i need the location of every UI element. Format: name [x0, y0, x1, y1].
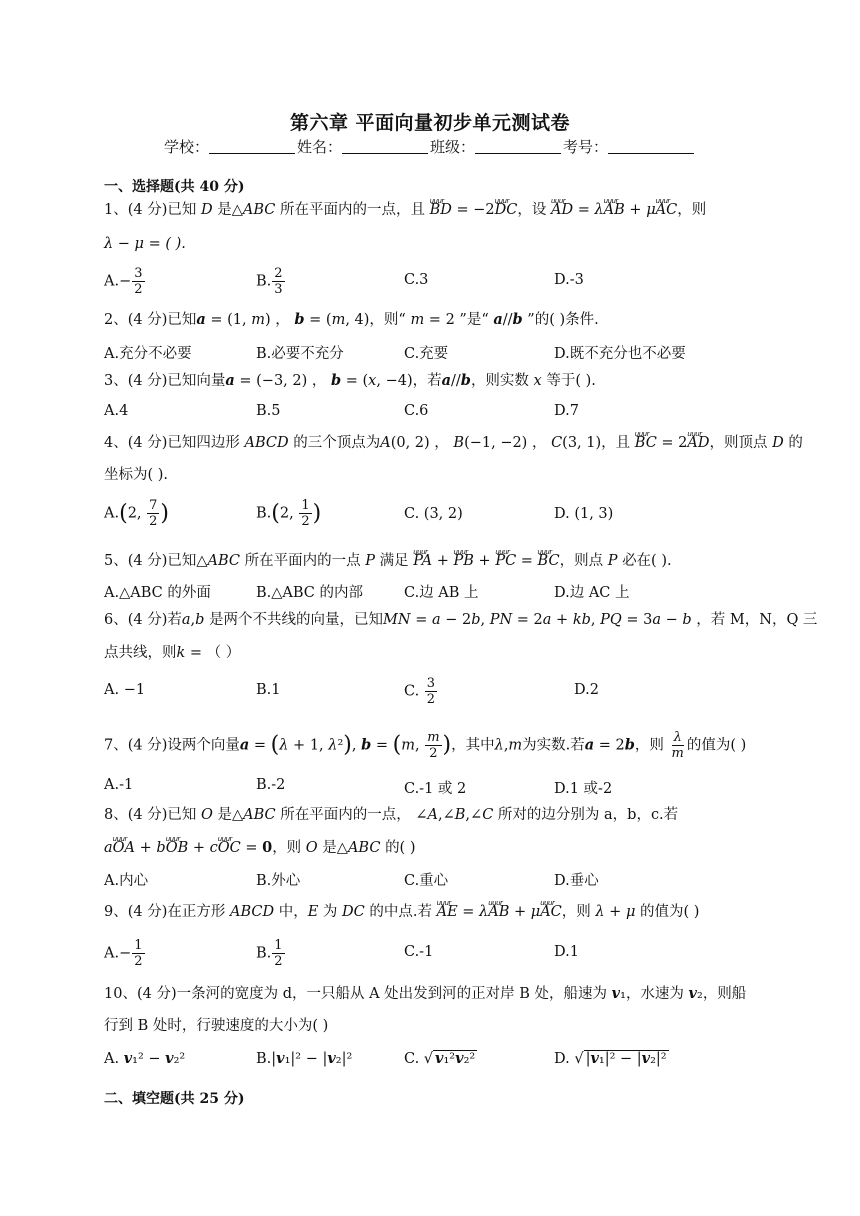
q3-text: ，若 — [412, 373, 442, 389]
question-8: 8、(4 分)已知 O 是△ABC 所在平面内的一点， ∠A,∠B,∠C 所对的边分别为 a，b，c.若 — [104, 807, 679, 823]
q10-option-c[interactable]: C. √ v₁²v₂² — [404, 1050, 476, 1067]
q1-option-b[interactable]: B. $\frac{2}{3}$ — [256, 266, 283, 297]
q5-option-c[interactable]: C.边 AB 上 — [404, 585, 479, 601]
q8-option-c[interactable]: C.重心 — [404, 873, 449, 889]
exam-no-blank[interactable] — [608, 139, 694, 154]
section-fill: 二、填空题(共 25 分) — [104, 1091, 245, 1107]
name-label: 姓名： — [296, 138, 342, 156]
class-blank[interactable] — [475, 139, 561, 154]
q9-text: 的值为( ) — [640, 904, 700, 920]
q9-option-c[interactable]: C.-1 — [404, 944, 434, 960]
q8-text: 是△ — [217, 807, 244, 823]
q6-line2: 点共线，则 — [104, 645, 177, 661]
q5-option-d[interactable]: D.边 AC 上 — [554, 585, 630, 601]
q6-text: ，若 M，N，Q 三 — [696, 612, 818, 628]
q4-option-a[interactable]: A.(2, $\frac{7}{2}$ ) — [104, 498, 170, 529]
q7-text: ，则 — [634, 737, 664, 754]
q7-option-c[interactable]: C.-1 或 2 — [404, 781, 467, 797]
question-1: 1、(4 分)已知 D 是△ABC 所在平面内的一点，且 uuur BD = −2uuur DC，设 uuur AD = λuuur AB + μuuur AC，则 — [104, 200, 764, 220]
q5-text: ，则点 — [559, 553, 604, 569]
q7-text: 为实数.若 — [522, 737, 585, 754]
question-9: 9、(4 分)在正方形 ABCD 中，E 为 DC 的中点.若 uuur AE = λuuur AB + μuuur AC，则 λ + μ 的值为( ) — [104, 902, 764, 922]
q5-text: 必在( ). — [622, 553, 672, 569]
q4-text: 的 — [788, 435, 803, 451]
q3-option-c[interactable]: C.6 — [404, 403, 429, 419]
school-blank[interactable] — [209, 139, 295, 154]
q4-option-d[interactable]: D. (1, 3) — [554, 506, 614, 522]
q10-option-d[interactable]: D. √ |v₁|² − |v₂|² — [554, 1050, 667, 1067]
class-label: 班级： — [430, 138, 476, 156]
q6-text: 是两个不共线的向量，已知 — [209, 612, 384, 628]
q3-option-d[interactable]: D.7 — [554, 403, 579, 419]
q8-line2b: ，则 — [272, 840, 302, 856]
q4-options — [104, 498, 764, 529]
question-10: 10、(4 分)一条河的宽度为 d，一只船从 A 处出发到河的正对岸 B 处，船速为 v₁，水速为 v₂，则船 — [104, 985, 747, 1002]
q6-option-b[interactable]: B.1 — [256, 682, 281, 698]
q3-text: 等于( ). — [546, 373, 596, 389]
q10-option-b[interactable]: B.|v₁|² − |v₂|² — [256, 1050, 353, 1067]
q10-text: ，水速为 — [625, 986, 684, 1002]
exam-no-label: 考号： — [563, 138, 609, 156]
q1-prefix: 1、(4 分)已知 — [104, 202, 197, 218]
q8-options — [104, 869, 764, 893]
q7-option-d[interactable]: D.1 或-2 — [554, 781, 613, 797]
q2-text: ”的( )条件. — [527, 312, 599, 328]
q1-text: 所在平面内的一点，且 — [280, 202, 425, 218]
q2-option-a[interactable]: A.充分不必要 — [104, 346, 192, 362]
q10-options — [104, 1050, 764, 1074]
q3-option-a[interactable]: A.4 — [104, 403, 129, 419]
q9-option-b[interactable]: B. $\frac{1}{2}$ — [256, 938, 283, 969]
q1-text: ，设 — [517, 202, 547, 218]
q5-option-a[interactable]: A.△ABC 的外面 — [104, 585, 211, 601]
q7-prefix: 7、(4 分)设两个向量 — [104, 737, 240, 754]
q9-text: 的中点.若 — [369, 904, 432, 920]
q2-option-b[interactable]: B.必要不充分 — [256, 346, 344, 362]
q7-option-a[interactable]: A.-1 — [104, 777, 134, 793]
page-title: 第六章 平面向量初步单元测试卷 — [289, 112, 571, 134]
q5-text: 所在平面内的一点 — [244, 553, 361, 569]
q2-options — [104, 342, 764, 366]
q1-option-a[interactable]: A.− $\frac{3}{2}$ — [104, 266, 143, 297]
q10-prefix: 10、(4 分)一条河的宽度为 d，一只船从 A 处出发到河的正对岸 B 处，船速为 — [104, 986, 608, 1002]
q7-text: ，其中 — [451, 737, 495, 754]
q3-text: ，则实数 — [470, 373, 529, 389]
question-4-line2: 坐标为( ). — [104, 467, 169, 483]
q5-prefix: 5、(4 分)已知△ — [104, 553, 208, 569]
q9-text: ，则 — [561, 904, 591, 920]
q3-prefix: 3、(4 分)已知向量 — [104, 373, 226, 389]
student-info-line — [0, 136, 860, 157]
q8-option-b[interactable]: B.外心 — [256, 873, 301, 889]
q6-option-a[interactable]: A. −1 — [104, 682, 146, 698]
school-label: 学校： — [163, 138, 209, 156]
q4-text: ，则顶点 — [709, 435, 768, 451]
q9-options — [104, 938, 764, 969]
question-7: 7、(4 分)设两个向量a = (λ + 1, λ²), b = (m, $\frac{m}{2}$ )，其中λ,m为实数.若a = 2b，则 $\frac{\lambda}{m}$ 的值为( ) — [104, 730, 747, 761]
question-6: 6、(4 分)若a,b 是两个不共线的向量，已知MN = a − 2b, PN = 2a + kb, PQ = 3a − b ，若 M，N，Q 三 — [104, 612, 818, 628]
q2-option-d[interactable]: D.既不充分也不必要 — [554, 346, 686, 362]
question-1-line2 — [104, 234, 764, 254]
q2-text: ”是“ — [459, 312, 489, 328]
q4-text: ，且 — [601, 435, 631, 451]
q8-option-a[interactable]: A.内心 — [104, 873, 149, 889]
q2-text: ，则“ — [369, 312, 406, 328]
q5-option-b[interactable]: B.△ABC 的内部 — [256, 585, 364, 601]
q7-text: 的值为( ) — [686, 737, 747, 754]
q2-prefix: 2、(4 分)已知 — [104, 312, 197, 328]
q9-text: 中， — [278, 904, 308, 920]
name-blank[interactable] — [342, 139, 428, 154]
question-5: 5、(4 分)已知△ABC 所在平面内的一点 P 满足 uuur PA + uuur PB + uuur PC = uuur BC，则点 P 必在( ). — [104, 551, 764, 571]
question-4: 4、(4 分)已知四边形 ABCD 的三个顶点为A(0, 2) ， B(−1, −2) ， C(3, 1)，且 uuur BC = 2uuur AD，则顶点 D 的 — [104, 433, 764, 453]
q6-option-c[interactable]: C. $\frac{3}{2}$ — [404, 676, 436, 707]
q2-option-c[interactable]: C.充要 — [404, 346, 449, 362]
q5-text: 满足 — [379, 553, 409, 569]
question-3: 3、(4 分)已知向量a = (−3, 2) ， b = (x, −4)，若a//b，则实数 x 等于( ). — [104, 372, 596, 389]
question-6-line2: 点共线，则k = （ ） — [104, 645, 241, 661]
q9-option-a[interactable]: A.− $\frac{1}{2}$ — [104, 938, 143, 969]
q1-options — [104, 266, 764, 297]
q4-prefix: 4、(4 分)已知四边形 — [104, 435, 240, 451]
question-10-line2: 行到 B 处时，行驶速度的大小为( ) — [104, 1018, 329, 1034]
q3-option-b[interactable]: B.5 — [256, 403, 281, 419]
q9-text: 为 — [322, 904, 338, 920]
q8-prefix: 8、(4 分)已知 — [104, 807, 197, 823]
q1-option-c[interactable]: C.3 — [404, 272, 429, 288]
question-8-line2: auuur OA + buuur OB + cuuur OC = 0，则 O 是△ABC 的( ) — [104, 838, 764, 858]
q4-option-c[interactable]: C. (3, 2) — [404, 506, 463, 522]
q1-option-d[interactable]: D.-3 — [554, 272, 584, 288]
q7-option-b[interactable]: B.-2 — [256, 777, 286, 793]
q4-option-b[interactable]: B.(2, $\frac{1}{2}$ ) — [256, 498, 322, 529]
q6-prefix: 6、(4 分)若 — [104, 612, 182, 628]
q9-option-d[interactable]: D.1 — [554, 944, 579, 960]
q1-line2: λ − μ = ( ). — [104, 236, 186, 252]
q9-prefix: 9、(4 分)在正方形 — [104, 904, 226, 920]
section-choice: 一、选择题(共 40 分) — [104, 179, 245, 195]
q6-line2b: （ ） — [206, 645, 241, 661]
q6-options — [104, 676, 764, 707]
q10-text: ，则船 — [702, 986, 747, 1002]
q4-text: 的三个顶点为 — [293, 435, 381, 451]
q8-text: 所对的边分别为 a，b，c.若 — [497, 807, 679, 823]
q10-option-a[interactable]: A. v₁² − v₂² — [104, 1050, 186, 1067]
q8-line2c: 是△ — [322, 840, 348, 856]
q7-options — [104, 777, 764, 801]
question-2: 2、(4 分)已知a = (1, m) ， b = (m, 4)，则“ m = 2 ”是“ a//b ”的( )条件. — [104, 311, 599, 328]
q6-option-d[interactable]: D.2 — [574, 682, 599, 698]
q8-option-d[interactable]: D.垂心 — [554, 873, 599, 889]
q1-text: ，则 — [677, 202, 707, 218]
q3-options — [104, 403, 764, 427]
q5-options — [104, 581, 764, 605]
q1-text: 是△ — [217, 202, 243, 218]
q8-text: 所在平面内的一点， — [280, 807, 411, 823]
q8-line2d: 的( ) — [385, 840, 416, 856]
